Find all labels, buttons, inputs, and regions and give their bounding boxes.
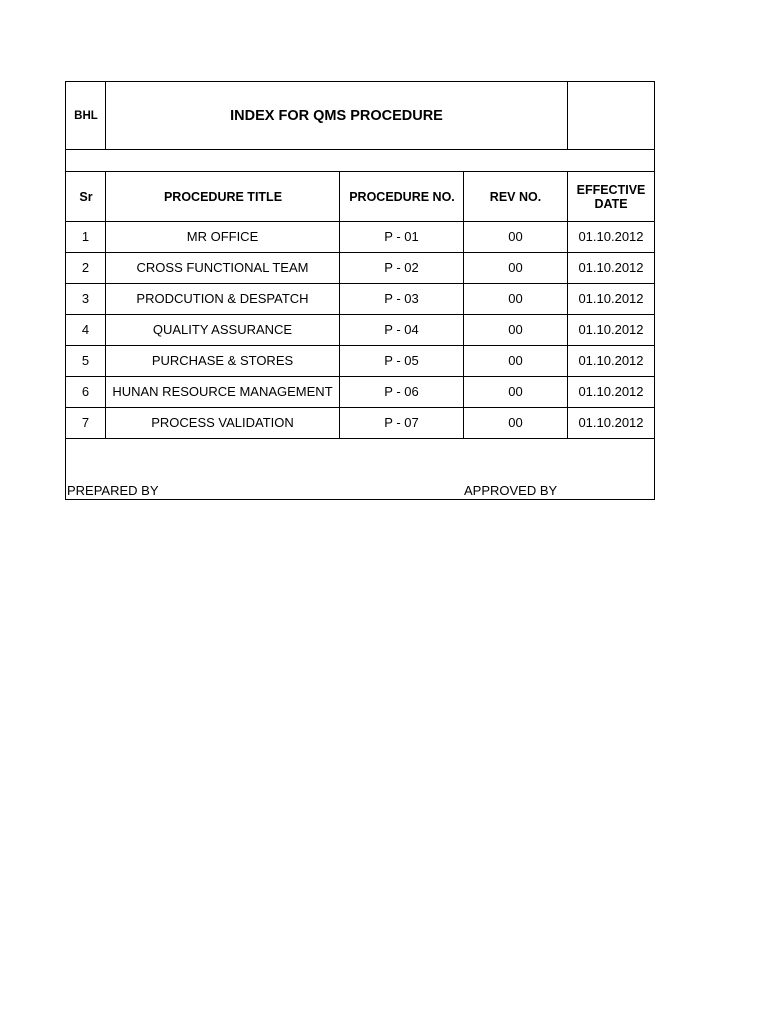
procedure-title-cell: PURCHASE & STORES: [151, 353, 294, 368]
sr-cell: 4: [81, 322, 90, 337]
rule-below-row-4: [66, 345, 654, 346]
procedure-title-cell: MR OFFICE: [186, 229, 259, 244]
column-header-rev-no: REV NO.: [489, 189, 542, 204]
sr-cell: 7: [81, 415, 90, 430]
procedure-title-cell: PROCESS VALIDATION: [151, 415, 294, 430]
company-code: BHL: [74, 110, 98, 122]
column-header-procedure-title: PROCEDURE TITLE: [163, 189, 283, 204]
column-header-procedure-no: PROCEDURE NO.: [349, 189, 455, 204]
rule-before-blank-cell: [567, 82, 568, 150]
sr-cell: 1: [81, 229, 90, 244]
procedure-no-cell: P - 03: [384, 291, 419, 306]
rule-below-row-5: [66, 376, 654, 377]
sr-cell: 2: [81, 260, 90, 275]
rule-below-column-headers: [66, 221, 654, 222]
rev-no-cell: 00: [508, 291, 523, 306]
effective-date-cell: 01.10.2012: [578, 260, 644, 275]
rule-after-code-column: [105, 82, 106, 150]
rule-below-row-2: [66, 283, 654, 284]
procedure-title-cell: CROSS FUNCTIONAL TEAM: [136, 260, 309, 275]
prepared-by-label: PREPARED BY: [67, 483, 159, 498]
rule-below-row-1: [66, 252, 654, 253]
procedure-title-cell: PRODCUTION & DESPATCH: [136, 291, 309, 306]
rule-after-procedure-no-column: [463, 172, 464, 439]
rev-no-cell: 00: [508, 353, 523, 368]
rule-below-spacer: [66, 171, 654, 172]
procedure-title-cell: HUNAN RESOURCE MANAGEMENT: [112, 384, 333, 399]
rule-after-rev-no-column: [567, 172, 568, 439]
rev-no-cell: 00: [508, 384, 523, 399]
document-title: INDEX FOR QMS PROCEDURE: [230, 108, 443, 124]
effective-date-cell: 01.10.2012: [578, 415, 644, 430]
rev-no-cell: 00: [508, 415, 523, 430]
header-blank-cell: [567, 82, 655, 150]
procedure-no-cell: P - 05: [384, 353, 419, 368]
procedure-no-cell: P - 02: [384, 260, 419, 275]
approved-by-label: APPROVED BY: [464, 483, 558, 498]
rev-no-cell: 00: [508, 322, 523, 337]
rev-no-cell: 00: [508, 260, 523, 275]
spacer-row: [66, 150, 655, 172]
rule-below-row-6: [66, 407, 654, 408]
qms-index-sheet: [65, 81, 655, 500]
rule-after-title-column: [339, 172, 340, 439]
effective-date-cell: 01.10.2012: [578, 322, 644, 337]
sr-cell: 5: [81, 353, 90, 368]
rule-below-title: [66, 149, 654, 150]
procedure-no-cell: P - 04: [384, 322, 419, 337]
procedure-no-cell: P - 06: [384, 384, 419, 399]
rev-no-cell: 00: [508, 229, 523, 244]
effective-date-cell: 01.10.2012: [578, 384, 644, 399]
procedure-no-cell: P - 01: [384, 229, 419, 244]
effective-date-cell: 01.10.2012: [578, 353, 644, 368]
procedure-title-cell: QUALITY ASSURANCE: [152, 322, 293, 337]
procedure-no-cell: P - 07: [384, 415, 419, 430]
column-header-effective-date: EFFECTIVE DATE: [576, 182, 646, 211]
sr-cell: 6: [81, 384, 90, 399]
rule-below-row-7: [66, 438, 654, 439]
effective-date-cell: 01.10.2012: [578, 291, 644, 306]
sr-cell: 3: [81, 291, 90, 306]
rule-below-row-3: [66, 314, 654, 315]
effective-date-cell: 01.10.2012: [578, 229, 644, 244]
rule-after-sr-column: [105, 172, 106, 439]
column-header-sr: Sr: [79, 189, 93, 204]
